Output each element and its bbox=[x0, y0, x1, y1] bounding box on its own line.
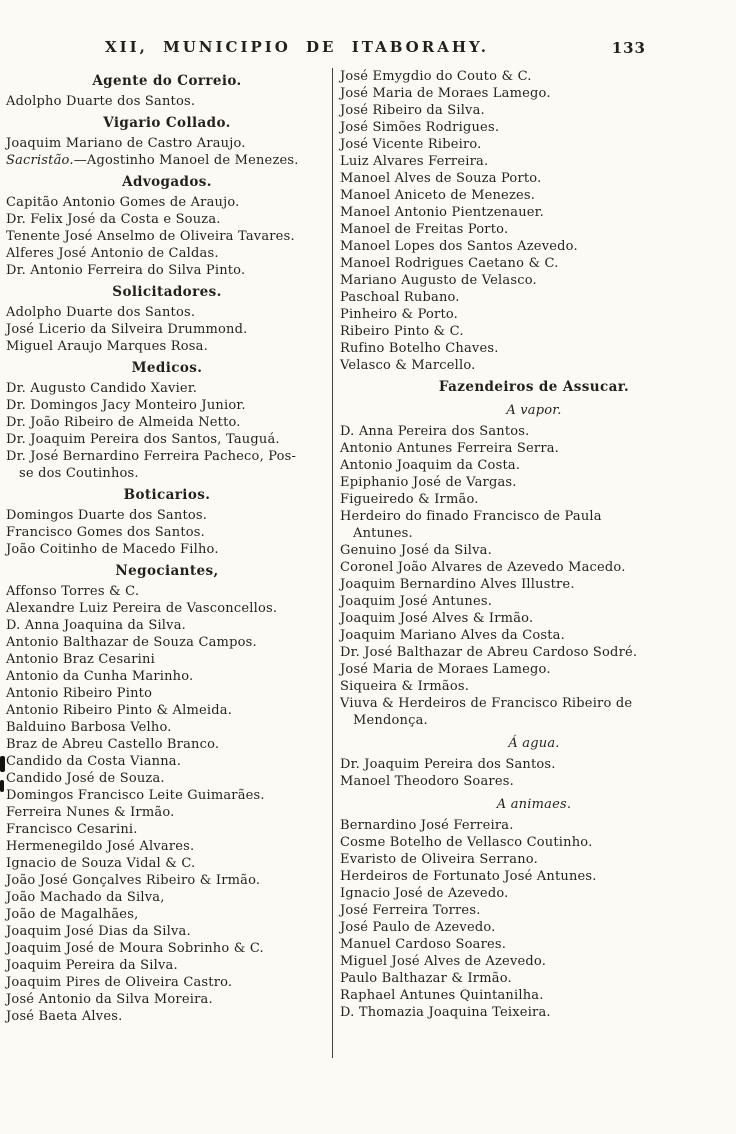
section-heading: Agente do Correio. bbox=[92, 73, 242, 89]
directory-entry: João José Gonçalves Ribeiro & Irmão. bbox=[6, 873, 261, 888]
directory-entry: Manuel Cardoso Soares. bbox=[340, 937, 507, 952]
directory-entry: Coronel João Alvares de Azevedo Macedo. bbox=[340, 560, 626, 575]
directory-entry: Paschoal Rubano. bbox=[340, 290, 460, 305]
directory-entry: Mariano Augusto de Velasco. bbox=[340, 273, 537, 288]
directory-entry: Manoel Theodoro Soares. bbox=[340, 774, 514, 789]
directory-entry: Antonio da Cunha Marinho. bbox=[6, 669, 194, 684]
directory-entry: José Licerio da Silveira Drummond. bbox=[6, 322, 248, 337]
directory-entry: Evaristo de Oliveira Serrano. bbox=[340, 852, 538, 867]
directory-entry: José Baeta Alves. bbox=[6, 1009, 123, 1024]
section-heading: Boticarios. bbox=[123, 487, 211, 503]
directory-entry: Siqueira & Irmãos. bbox=[340, 679, 470, 694]
directory-entry: Joaquim Mariano de Castro Araujo. bbox=[6, 136, 246, 151]
directory-entry: D. Thomazia Joaquina Teixeira. bbox=[340, 1005, 551, 1020]
column-left bbox=[6, 68, 332, 1025]
directory-entry: Adolpho Duarte dos Santos. bbox=[6, 305, 196, 320]
directory-entry: Figueiredo & Irmão. bbox=[340, 492, 479, 507]
column-right bbox=[332, 68, 728, 1058]
directory-entry: Joaquim Mariano Alves da Costa. bbox=[340, 628, 565, 643]
directory-entry: Antonio Braz Cesarini bbox=[6, 652, 155, 667]
section-heading: Vigario Collado. bbox=[103, 115, 231, 131]
page-number: 133 bbox=[611, 39, 646, 57]
directory-entry: Paulo Balthazar & Irmão. bbox=[340, 971, 512, 986]
directory-entry: Antonio Balthazar de Souza Campos. bbox=[6, 635, 257, 650]
directory-entry: Joaquim José Antunes. bbox=[340, 594, 493, 609]
directory-entry: Francisco Cesarini. bbox=[6, 822, 138, 837]
directory-entry: Dr. Joaquim Pereira dos Santos. bbox=[340, 757, 556, 772]
directory-entry: João de Magalhães, bbox=[6, 907, 139, 922]
directory-entry: Joaquim Bernardino Alves Illustre. bbox=[340, 577, 575, 592]
section-heading: Solicitadores. bbox=[112, 284, 222, 300]
directory-entry: Tenente José Anselmo de Oliveira Tavares. bbox=[6, 229, 295, 244]
directory-entry: Antonio Ribeiro Pinto bbox=[6, 686, 153, 701]
section-heading: Medicos. bbox=[131, 360, 203, 376]
page-header bbox=[6, 38, 728, 62]
directory-entry: Alexandre Luiz Pereira de Vasconcellos. bbox=[6, 601, 278, 616]
directory-entry: Adolpho Duarte dos Santos. bbox=[6, 94, 196, 109]
directory-entry: Dr. Joaquim Pereira dos Santos, Tauguá. bbox=[6, 432, 280, 447]
directory-entry: Joaquim José Dias da Silva. bbox=[6, 924, 191, 939]
directory-entry: Capitão Antonio Gomes de Araujo. bbox=[6, 195, 240, 210]
directory-entry: D. Anna Joaquina da Silva. bbox=[6, 618, 186, 633]
directory-entry: Manoel Aniceto de Menezes. bbox=[340, 188, 536, 203]
page-title: XII, MUNICIPIO DE ITABORAHY. bbox=[104, 38, 490, 56]
directory-entry: João Coitinho de Macedo Filho. bbox=[6, 542, 219, 557]
directory-entry: Ferreira Nunes & Irmão. bbox=[6, 805, 175, 820]
directory-entry: Epiphanio José de Vargas. bbox=[340, 475, 517, 490]
directory-entry: João Machado da Silva, bbox=[6, 890, 165, 905]
directory-entry: Manoel Alves de Souza Porto. bbox=[340, 171, 542, 186]
directory-entry: Joaquim Pereira da Silva. bbox=[6, 958, 178, 973]
directory-entry: Antonio Antunes Ferreira Serra. bbox=[340, 441, 560, 456]
directory-entry: Herdeiro do finado Francisco de Paula Antunes. bbox=[340, 509, 602, 541]
section-subheading: A animaes. bbox=[496, 797, 572, 812]
directory-entry: Francisco Gomes dos Santos. bbox=[6, 525, 205, 540]
directory-entry: Balduino Barbosa Velho. bbox=[6, 720, 172, 735]
section-subheading: Á agua. bbox=[508, 736, 560, 751]
directory-entry: Ignacio José de Azevedo. bbox=[340, 886, 509, 901]
directory-entry: Miguel Araujo Marques Rosa. bbox=[6, 339, 208, 354]
directory-entry: Antonio Joaquim da Costa. bbox=[340, 458, 521, 473]
directory-entry: Manoel de Freitas Porto. bbox=[340, 222, 509, 237]
directory-entry: Pinheiro & Porto. bbox=[340, 307, 458, 322]
directory-entry: Joaquim José de Moura Sobrinho & C. bbox=[6, 941, 264, 956]
directory-entry: Domingos Francisco Leite Guimarães. bbox=[6, 788, 265, 803]
directory-entry: Cosme Botelho de Vellasco Coutinho. bbox=[340, 835, 593, 850]
directory-entry: Miguel José Alves de Azevedo. bbox=[340, 954, 547, 969]
section-heading: Negociantes, bbox=[115, 563, 219, 579]
section-heading: Fazendeiros de Assucar. bbox=[438, 379, 630, 395]
entry-italic-lead: Sacristão. bbox=[6, 153, 74, 168]
directory-entry: Viuva & Herdeiros de Francisco Ribeiro de Mendonça. bbox=[340, 696, 633, 728]
directory-entry: Dr. Augusto Candido Xavier. bbox=[6, 381, 198, 396]
section-subheading: A vapor. bbox=[506, 403, 562, 418]
directory-entry: Rufino Botelho Chaves. bbox=[340, 341, 499, 356]
ink-smudge bbox=[0, 780, 4, 792]
directory-entry: Manoel Lopes dos Santos Azevedo. bbox=[340, 239, 578, 254]
directory-entry: Candido José de Souza. bbox=[6, 771, 165, 786]
directory-entry: Dr. Domingos Jacy Monteiro Junior. bbox=[6, 398, 246, 413]
directory-entry: Raphael Antunes Quintanilha. bbox=[340, 988, 544, 1003]
directory-entry: Sacristão.—Agostinho Manoel de Menezes. bbox=[6, 153, 299, 168]
directory-entry: José Ferreira Torres. bbox=[340, 903, 481, 918]
directory-entry: José Simões Rodrigues. bbox=[340, 120, 500, 135]
directory-entry: Dr. José Bernardino Ferreira Pacheco, Pos- se dos Coutinhos. bbox=[6, 449, 297, 481]
directory-entry: José Antonio da Silva Moreira. bbox=[6, 992, 213, 1007]
directory-entry: Domingos Duarte dos Santos. bbox=[6, 508, 208, 523]
directory-entry: Dr. Antonio Ferreira do Silva Pinto. bbox=[6, 263, 246, 278]
directory-entry: D. Anna Pereira dos Santos. bbox=[340, 424, 530, 439]
directory-entry: José Paulo de Azevedo. bbox=[340, 920, 496, 935]
directory-entry: Antonio Ribeiro Pinto & Almeida. bbox=[6, 703, 233, 718]
directory-entry: Alferes José Antonio de Caldas. bbox=[6, 246, 219, 261]
directory-entry: José Maria de Moraes Lamego. bbox=[340, 662, 551, 677]
directory-entry: José Maria de Moraes Lamego. bbox=[340, 86, 551, 101]
directory-entry: Hermenegildo José Alvares. bbox=[6, 839, 195, 854]
directory-entry: Genuino José da Silva. bbox=[340, 543, 492, 558]
directory-entry: Dr. João Ribeiro de Almeida Netto. bbox=[6, 415, 241, 430]
ink-smudge bbox=[0, 756, 5, 772]
directory-entry: José Vicente Ribeiro. bbox=[340, 137, 482, 152]
directory-entry: Dr. José Balthazar de Abreu Cardoso Sodré. bbox=[340, 645, 638, 660]
directory-entry: Joaquim Pires de Oliveira Castro. bbox=[6, 975, 233, 990]
directory-entry: José Ribeiro da Silva. bbox=[340, 103, 485, 118]
directory-entry: Candido da Costa Vianna. bbox=[6, 754, 182, 769]
directory-entry: Braz de Abreu Castello Branco. bbox=[6, 737, 220, 752]
directory-entry: Velasco & Marcello. bbox=[340, 358, 476, 373]
directory-entry: José Emygdio do Couto & C. bbox=[340, 69, 532, 84]
directory-entry: Dr. Felix José da Costa e Souza. bbox=[6, 212, 221, 227]
directory-entry: Joaquim José Alves & Irmão. bbox=[340, 611, 534, 626]
directory-entry: Ribeiro Pinto & C. bbox=[340, 324, 464, 339]
directory-entry: Herdeiros de Fortunato José Antunes. bbox=[340, 869, 597, 884]
directory-columns bbox=[6, 68, 728, 1058]
directory-entry: Affonso Torres & C. bbox=[6, 584, 140, 599]
directory-entry: Bernardino José Ferreira. bbox=[340, 818, 514, 833]
directory-entry: Ignacio de Souza Vidal & C. bbox=[6, 856, 196, 871]
section-heading: Advogados. bbox=[122, 174, 212, 190]
directory-entry: Manoel Antonio Pientzenauer. bbox=[340, 205, 544, 220]
directory-entry: Luiz Alvares Ferreira. bbox=[340, 154, 489, 169]
directory-entry: Manoel Rodrigues Caetano & C. bbox=[340, 256, 559, 271]
